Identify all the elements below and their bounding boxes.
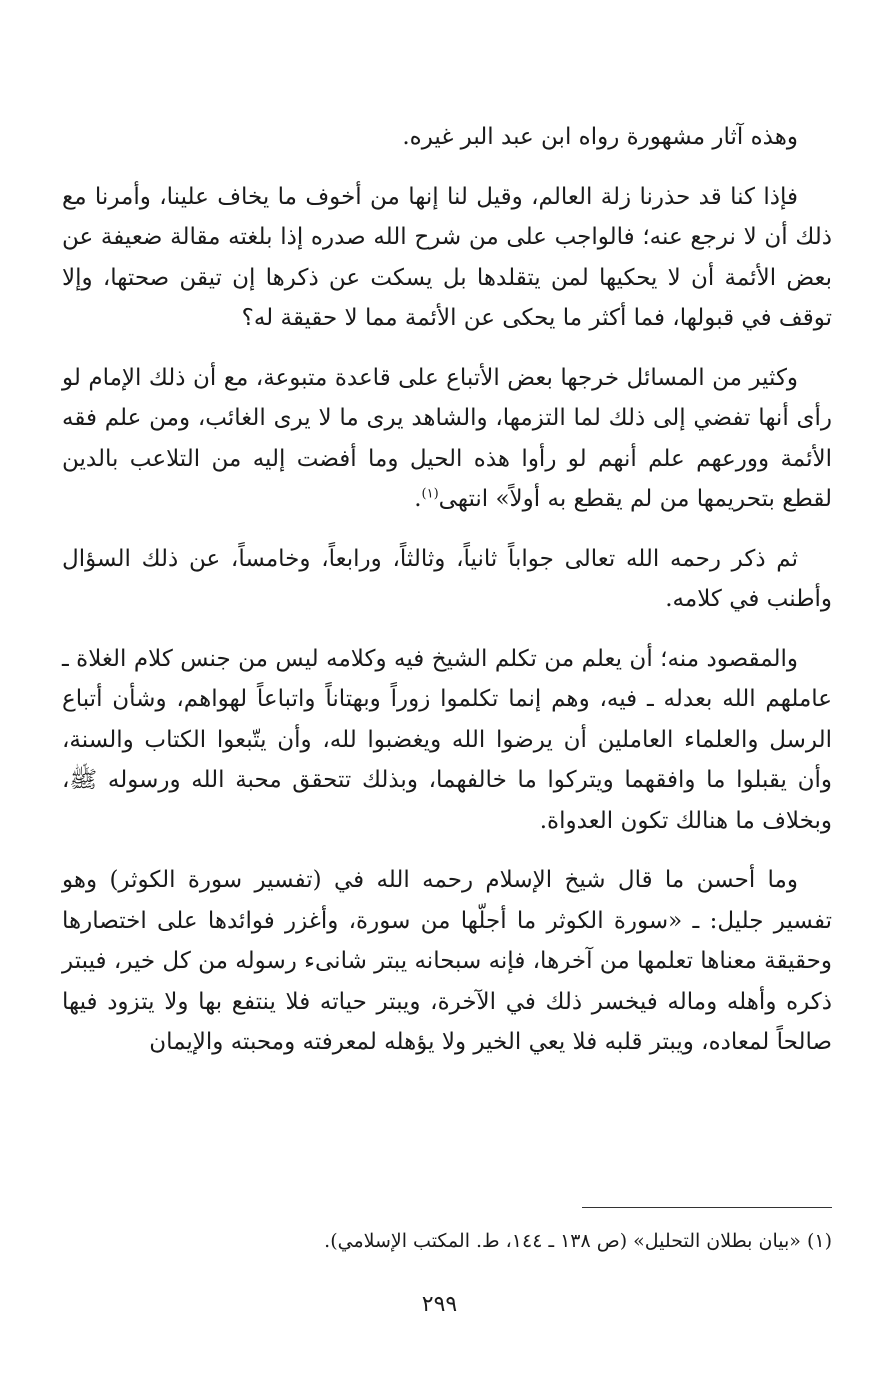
paragraph-3-text: وكثير من المسائل خرجها بعض الأتباع على قاعدة متبوعة، مع أن ذلك الإمام لو رأى أنها تفضي إلى ذلك لما التزمها، والشاهد يرى ما لا يرى الغائب، ومن علم فقه الأئمة وورعهم علم أنهم لو رأوا هذه الحيل وما أفضت إليه من التلاعب بالدين لقطع بتحريمها من لم يقطع به أولاً» انتهى xyxy=(62,364,832,512)
paragraph-2: فإذا كنا قد حذرنا زلة العالم، وقيل لنا إنها من أخوف ما يخاف علينا، وأمرنا مع ذلك أن لا نرجع عنه؛ فالواجب على من شرح الله صدره إذا بلغته مقالة ضعيفة عن بعض الأئمة أن لا يحكيها لمن يتقلدها بل يسكت عن ذكرها إن تيقن صحتها، وإلا توقف في قبولها، فما أكثر ما يحكى عن الأئمة مما لا حقيقة له؟ xyxy=(62,183,832,331)
footnote-divider xyxy=(582,1207,832,1208)
paragraph-4: ثم ذكر رحمه الله تعالى جواباً ثانياً، وثالثاً، ورابعاً، وخامساً، عن ذلك السؤال وأطنب في كلامه. xyxy=(62,545,832,612)
paragraph-6: وما أحسن ما قال شيخ الإسلام رحمه الله في (تفسير سورة الكوثر) وهو تفسير جليل: ـ «سورة الكوثر ما أجلّها من سورة، وأغزر فوائدها على اختصارها وحقيقة معناها تعلمها من آخرها، فإنه سبحانه يبتر شانىء رسوله من كل خير، فيبتر ذكره وأهله وماله فيخسر ذلك في الآخرة، ويبتر حياته فلا ينتفع بها ولا يتزود فيها صالحاً لمعاده، ويبتر قلبه فلا يعي الخير ولا يؤهله لمعرفته ومحبته والإيمان xyxy=(62,867,832,1055)
page-number: ٢٩٩ xyxy=(421,1292,458,1317)
footnote: (١) «بيان بطلان التحليل» (ص ١٣٨ ـ ١٤٤، ط. المكتب الإسلامي). xyxy=(324,1230,832,1252)
footnote-marker: (١) xyxy=(421,486,439,502)
paragraph-5: والمقصود منه؛ أن يعلم من تكلم الشيخ فيه وكلامه ليس من جنس كلام الغلاة ـ عاملهم الله بعدله ـ فيه، وهم إنما تكلموا زوراً وبهتاناً واتباعاً لهواهم، وشأن أتباع الرسل والعلماء العاملين أن يرضوا الله ويغضبوا لله، وأن يتّبعوا الكتاب والسنة، وأن يقبلوا ما وافقهما ويتركوا ما خالفهما، وبذلك تتحقق محبة الله ورسوله ﷺ، وبخلاف ما هنالك تكون العدواة. xyxy=(62,645,832,834)
main-text xyxy=(62,117,832,1082)
paragraph-3 xyxy=(62,358,832,520)
paragraph-3-tail: . xyxy=(414,486,422,512)
paragraph-1: وهذه آثار مشهورة رواه ابن عبد البر غيره. xyxy=(402,124,798,150)
